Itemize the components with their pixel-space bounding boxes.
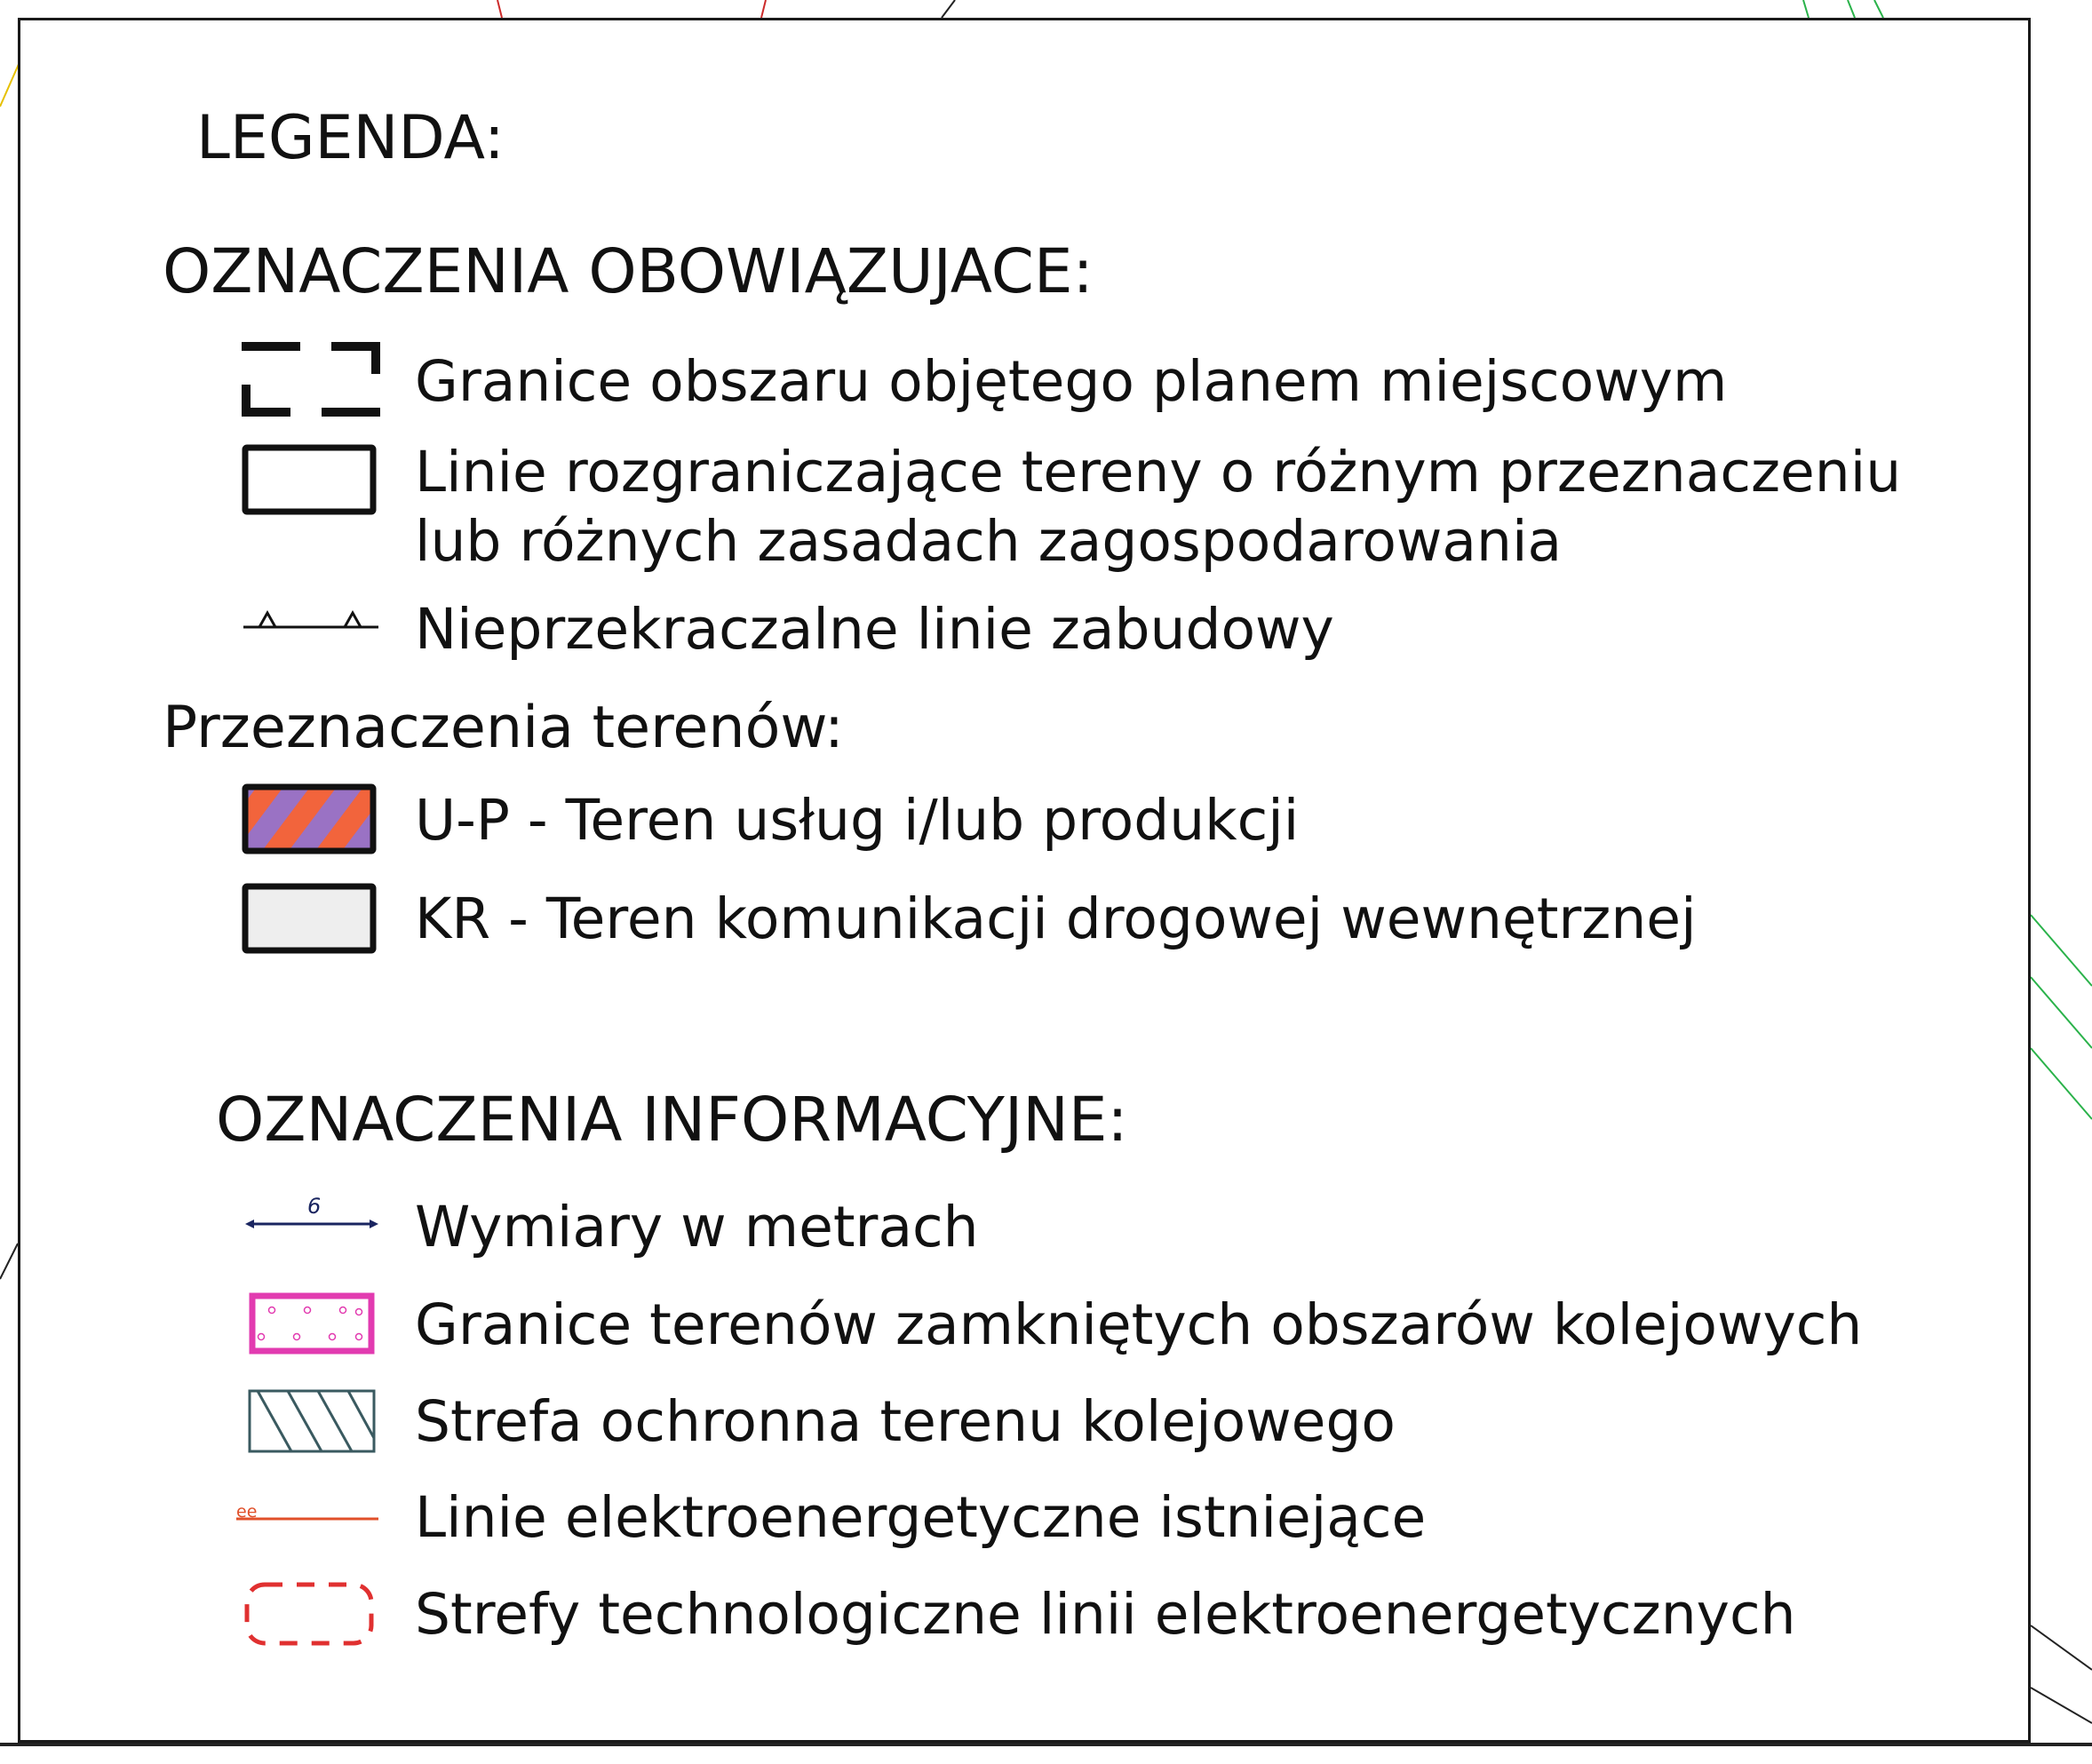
dimension-value: 6 [307,1194,322,1219]
up-hatch-swatch-icon [242,783,377,854]
power-line-icon [235,1498,380,1530]
legend-item-plan-boundary: Granice obszaru objętego planem miejscowym [415,349,1728,414]
power-line-code: ee [236,1502,258,1522]
legend-item-demarcation-line-1: Linie rozgraniczające tereny o różnym przeznaczeniu [415,440,1902,505]
railway-protection-zone-icon [247,1388,377,1454]
legend-item-up: U-P - Teren usług i/lub produkcji [415,788,1300,853]
binding-heading: OZNACZENIA OBOWIĄZUJACE: [163,236,1094,307]
legend-item-building-line: Nieprzekraczalne linie zabudowy [415,597,1334,662]
legend-item-power-zones: Strefy technologiczne linii elektroenergetycznych [415,1582,1796,1647]
railway-area-icon [249,1292,375,1355]
rectangle-outline-icon [242,444,377,515]
legend-item-railway-area: Granice terenów zamkniętych obszarów kolejowych [415,1292,1863,1357]
legend-title: LEGENDA: [196,103,505,173]
legend-item-demarcation-line-2: lub różnych zasadach zagospodarowania [415,509,1563,574]
dashed-boundary-icon [240,340,382,417]
legend-item-power-lines: Linie elektroenergetyczne istniejące [415,1485,1427,1550]
kr-swatch-icon [242,883,377,954]
building-line-icon [242,604,380,640]
legend-item-kr: KR - Teren komunikacji drogowej wewnętrznej [415,886,1697,951]
power-zone-icon [238,1576,380,1652]
legend-item-dimensions: Wymiary w metrach [415,1195,979,1259]
land-use-heading: Przeznaczenia terenów: [163,695,844,761]
info-heading: OZNACZENIA INFORMACYJNE: [216,1085,1128,1156]
dimension-arrow-icon [243,1192,380,1233]
legend-item-railway-zone: Strefa ochronna terenu kolejowego [415,1389,1396,1454]
